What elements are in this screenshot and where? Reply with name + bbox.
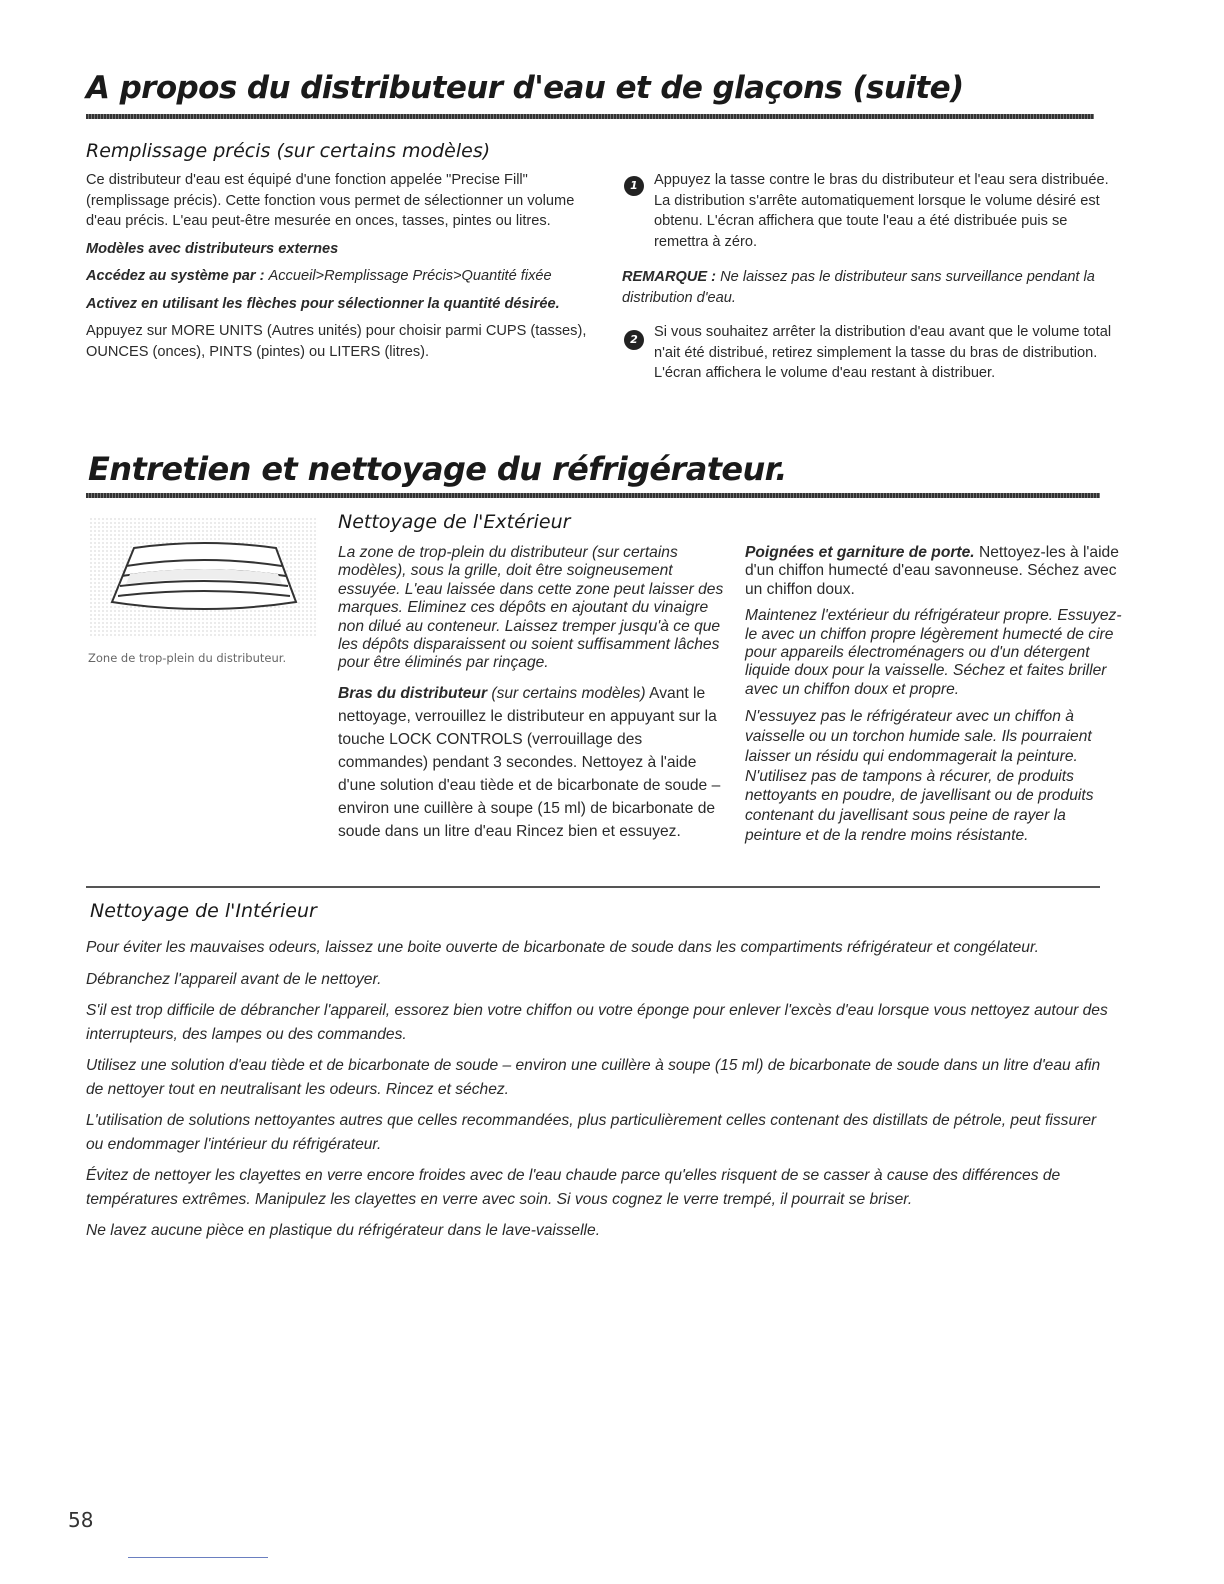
dispenser-arm-paragraph bbox=[338, 682, 728, 843]
overflow-grille-icon bbox=[90, 518, 318, 636]
cleaning-rule bbox=[86, 493, 1100, 498]
units-instruction: Appuyez sur MORE UNITS (Autres unités) pour choisir parmi CUPS (tasses), OUNCES (onces), PINTS (pintes) ou LITERS (litres). bbox=[86, 323, 587, 360]
interior-p4: Utilisez une solution d'eau tiède et de bicarbonate de soude – environ une cuillère à soupe (15 ml) de bicarbonate de soude dans un litre d'eau afin de nettoyer tout en neutralisant les odeurs. Rincez et séchez. bbox=[86, 1057, 1101, 1098]
exterior-heading: Nettoyage de l'Extérieur bbox=[338, 511, 571, 533]
overflow-text: La zone de trop-plein du distributeur (sur certains modèles), sous la grille, doit être soigneusement essuyée. L'eau laissée dans cette zone peut laisser des marques. Eliminez ces dépôts en ajoutant du vinaigre non dilué au conteneur. Laissez tremper jusqu'à ce que les dépôts disparaissent ou soient suffisamment lâches pour être éliminés par rinçage. bbox=[338, 544, 724, 672]
interior-p7: Ne lavez aucune pièce en plastique du réfrigérateur dans le lave-vaisselle. bbox=[86, 1222, 601, 1239]
external-models-heading: Modèles avec distributeurs externes bbox=[86, 240, 339, 257]
step-1 bbox=[654, 170, 1124, 252]
activate-instruction: Activez en utilisant les flèches pour sélectionner la quantité désirée. bbox=[86, 295, 560, 312]
interior-p5: L'utilisation de solutions nettoyantes autres que celles recommandées, plus particulièrement celles contenant des distillats de pétrole, peut fissurer ou endommager l'intérieur du réfrigérateur. bbox=[86, 1112, 1097, 1153]
access-label: Accédez au système par : bbox=[86, 268, 265, 284]
remark bbox=[622, 267, 1124, 308]
handles-label: Poignées et garniture de porte. bbox=[745, 544, 975, 561]
precise-fill-intro: Ce distributeur d'eau est équipé d'une fonction appelée "Precise Fill" (remplissage précis). Cette fonction vous permet de sélectionner un volume d'eau précis. L'eau peut-être mesurée en onces, tasses, pintes ou litres. bbox=[86, 172, 575, 229]
title-rule bbox=[86, 114, 1094, 119]
dispenser-arm-text: Avant le nettoyage, verrouillez le distributeur en appuyant sur la touche LOCK CONTROLS (verrouillage des commandes) pendant 3 secondes. Nettoyez à l'aide d'une solution d'eau tiède et de bicarbonate de soude – environ une cuillère à soupe (15 ml) de bicarbonate de soude dans un litre d'eau Rincez bien et essuyez. bbox=[338, 684, 721, 840]
step-1-badge: 1 bbox=[624, 176, 644, 196]
dispenser-arm-note: (sur certains modèles) bbox=[491, 684, 646, 702]
access-path-text: Accueil>Remplissage Précis>Quantité fixée bbox=[268, 268, 552, 284]
exterior-warning-text: N'essuyez pas le réfrigérateur avec un chiffon à vaisselle ou un torchon humide sale. Ils pourraient laisser un résidu qui endommagerait la peinture. N'utilisez pas de tampons à récurer, de produits nettoyants en poudre, de javellisant ou de produits contenant du javellisant sous peine de rayer la peinture et de la rendre moins résistante. bbox=[745, 708, 1094, 845]
dispenser-overflow-illustration bbox=[90, 518, 318, 636]
access-path bbox=[86, 266, 596, 287]
step-2-badge: 2 bbox=[624, 330, 644, 350]
exterior-right-column bbox=[745, 544, 1125, 846]
dispenser-arm-label: Bras du distributeur bbox=[338, 684, 488, 702]
illustration-caption: Zone de trop-plein du distributeur. bbox=[88, 651, 287, 665]
handles-text: Nettoyez-les à l'aide d'un chiffon humecté d'eau savonneuse. Séchez avec un chiffon doux. bbox=[745, 544, 1119, 598]
section-title-dispenser: A propos du distributeur d'eau et de glaçons (suite) bbox=[86, 70, 964, 106]
remark-paragraph bbox=[622, 267, 1124, 308]
exterior-middle-column bbox=[338, 544, 728, 843]
interior-heading: Nettoyage de l'Intérieur bbox=[90, 900, 317, 922]
precise-fill-left-column bbox=[86, 170, 596, 362]
interior-p2: Débranchez l'appareil avant de le nettoyer. bbox=[86, 970, 382, 988]
interior-body bbox=[86, 936, 1116, 1243]
step-2 bbox=[654, 322, 1124, 384]
remark-label: REMARQUE : bbox=[622, 269, 717, 285]
interior-p1: Pour éviter les mauvaises odeurs, laissez une boite ouverte de bicarbonate de soude dans les compartiments réfrigérateur et congélateur. bbox=[86, 939, 1039, 956]
handles-paragraph bbox=[745, 544, 1125, 599]
interior-p3: S'il est trop difficile de débrancher l'appareil, essorez bien votre chiffon ou votre éponge pour enlever l'excès d'eau lorsque vous nettoyez autour des interrupteurs, des lampes ou des commandes. bbox=[86, 1002, 1108, 1043]
section-title-cleaning: Entretien et nettoyage du réfrigérateur. bbox=[88, 450, 787, 488]
page-number: 58 bbox=[68, 1508, 94, 1532]
interior-divider bbox=[86, 886, 1100, 888]
keep-clean-text: Maintenez l'extérieur du réfrigérateur propre. Essuyez-le avec un chiffon propre légèrement humecté de cire pour appareils électroménagers ou d'un détergent liquide doux pour la vaisselle. Séchez et faites briller avec un chiffon doux et propre. bbox=[745, 607, 1122, 698]
footer-link-line bbox=[128, 1557, 268, 1558]
step-2-text: Si vous souhaitez arrêter la distribution d'eau avant que le volume total n'ait été distribué, retirez simplement la tasse du bras de distribution. L'écran affichera le volume d'eau restant à distribuer. bbox=[654, 324, 1112, 381]
remark-text: Ne laissez pas le distributeur sans surveillance pendant la distribution d'eau. bbox=[622, 269, 1095, 306]
precise-fill-heading: Remplissage précis (sur certains modèles) bbox=[86, 140, 491, 162]
interior-p6: Évitez de nettoyer les clayettes en verre encore froides avec de l'eau chaude parce qu'elles risquent de se casser à cause des différences de températures extrêmes. Manipulez les clayettes en verre avec soin. Si vous cognez le verre trempé, il pourrait se briser. bbox=[86, 1167, 1061, 1208]
step-1-text: Appuyez la tasse contre le bras du distributeur et l'eau sera distribuée. La distribution s'arrête automatiquement lorsque le volume désiré est obtenu. L'écran affichera que toute l'eau a été distribuée puis se remettra à zéro. bbox=[654, 172, 1109, 250]
